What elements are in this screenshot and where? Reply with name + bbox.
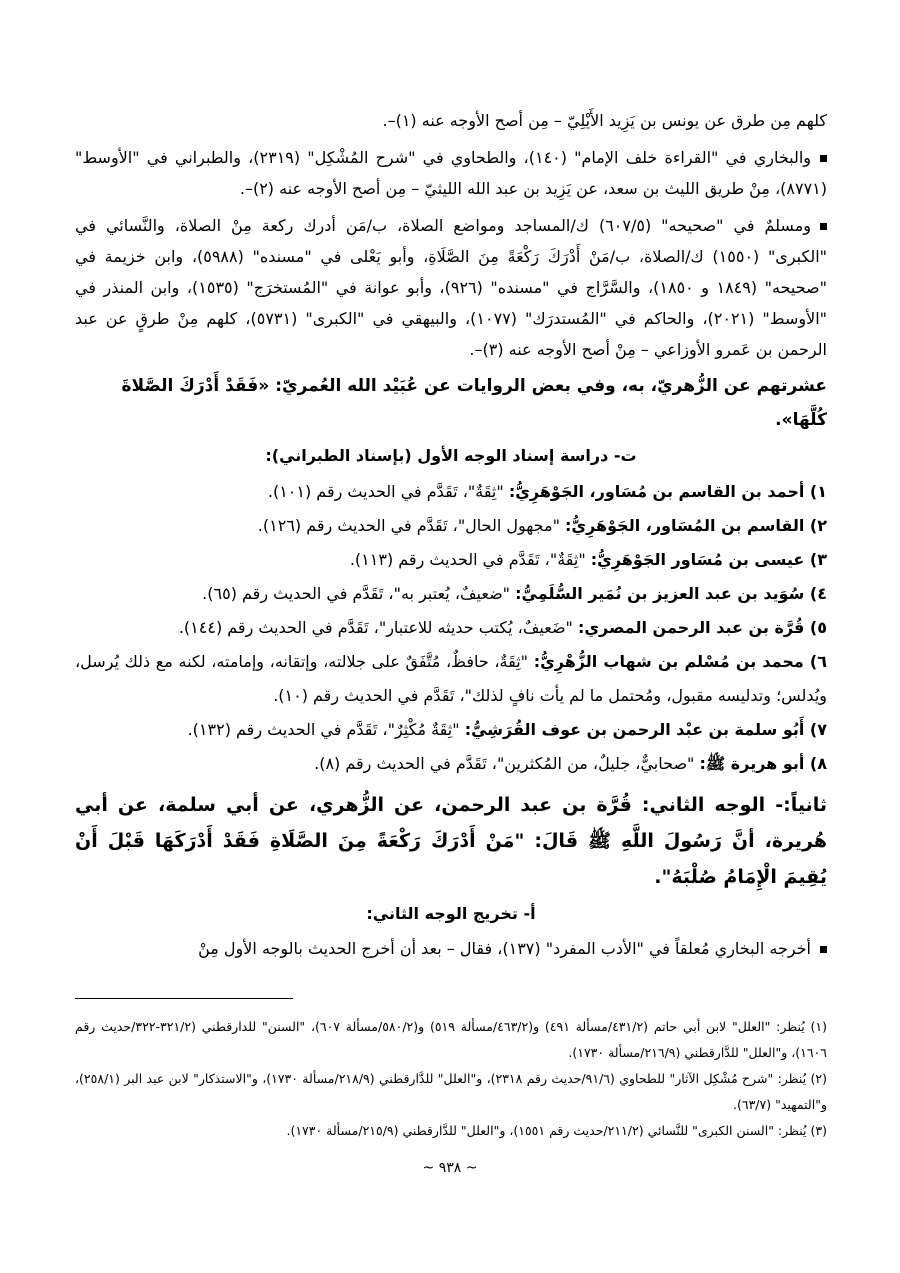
footnote-item: (٣) يُنظر: "السنن الكبرى" للنَّسائي (٢١١/٢/حديث رقم ١٥٥١)، و"العلل" للدَّارقطني (٢١٥/٩/مسألة ١٧٣٠). [286, 1123, 827, 1138]
narrator-name: ٨) أبو هريرة ﷺ: [699, 754, 827, 773]
intro-line: كلهم مِن طرق عن يونس بن يَزِيد الأَيْلِيّ – مِن أصح الأوجه عنه (١)–. [382, 111, 827, 130]
narrator-name: ٥) قُرَّة بن عبد الرحمن المصري: [577, 618, 827, 637]
second-aspect-heading: ثانياً:- الوجه الثاني: قُرَّة بن عبد الرحمن، عن الزُّهري، عن أبي سلمة، عن أبي هُريرة، أنَّ رَسُولَ اللَّهِ ﷺ قَالَ: "مَنْ أَدْرَكَ رَكْعَةً مِنَ الصَّلَاةِ فَقَدْ أَدْرَكَهَا قَبْلَ أَنْ يُقِيمَ الْإِمَامُ صُلْبَهُ". [75, 794, 827, 888]
summary-line: عشرتهم عن الزُّهريّ، به، وفي بعض الروايات عن عُبَيْد الله العُمريّ: «فَقَدْ أَدْرَكَ الصَّلاةَ كُلَّهَا». [121, 376, 827, 430]
narrator-text: "ضعيفٌ، يُعتبر به"، تَقَدَّم في الحديث رقم (٦٥). [202, 584, 511, 603]
narrator-item [75, 645, 827, 713]
narrator-item [75, 509, 827, 543]
narrator-text: "صحابيٌّ، جليلٌ، من المُكثرين"، تَقَدَّم في الحديث رقم (٨). [314, 754, 695, 773]
narrator-item [75, 543, 827, 577]
section-heading: ت- دراسة إسناد الوجه الأول (بإسناد الطبراني): [265, 446, 637, 465]
page-number: ~ ٩٣٨ ~ [422, 1160, 478, 1176]
narrator-text: "ضَعيفٌ، يُكتب حديثه للاعتبار"، تَقَدَّم في الحديث رقم (١٤٤). [178, 618, 573, 637]
narrator-text: "ثِقَةٌ، حافظٌ، مُتَّفَقٌ على جلالته، وإتقانه، وإمامته، لكنه مع ذلك يُرسل، ويُدلس؛ وتدليسه مقبول، ومُحتمل ما لم يأت نافٍ لذلك"، تَقَدَّم في الحديث رقم (١٠). [75, 652, 827, 705]
narrator-text: "ثِقَةٌ"، تَقَدَّم في الحديث رقم (١١٣). [349, 550, 586, 569]
footnote-item: (٢) يُنظر: "شرح مُشْكِل الآثار" للطحاوي (٩١/٦/حديث رقم ٢٣١٨)، و"العلل" للدَّارقطني (٢١٨/٩/مسألة ١٧٣٠)، و"الاستذكار" لابن عبد البر (٢٥٨/١)، و"التمهيد" (٦٣/٧). [75, 1071, 828, 1112]
bullet-item [75, 933, 827, 964]
narrator-item [75, 747, 827, 781]
footnotes [75, 1014, 827, 1144]
bullet-text: والبخاري في "القراءة خلف الإمام" (١٤٠)، والطحاوي في "شرح المُشْكِل" (٢٣١٩)، والطبراني في "الأوسط" (٨٧٧١)، مِنْ طريق الليث بن سعد، عن يَزِيد بن عبد الله الليثيّ – مِن أصح الأوجه عنه (٢)–. [75, 148, 827, 198]
bullet-square-icon [820, 155, 827, 162]
narrator-name: ٧) أَبُو سلمة بن عبْد الرحمن بن عوف القُرَشِيُّ: [464, 720, 827, 739]
narrator-item [75, 577, 827, 611]
narrator-item [75, 713, 827, 747]
bullet-square-icon [820, 223, 827, 230]
bullet-square-icon [820, 946, 827, 953]
narrator-name: ٦) محمد بن مُسْلم بن شهاب الزُّهْرِيُّ: [533, 652, 828, 671]
narrator-name: ٣) عيسى بن مُسَاور الجَوْهَرِيُّ: [590, 550, 827, 569]
narrator-text: "ثِقَةٌ مُكْثِرٌ"، تَقَدَّم في الحديث رقم (١٣٢). [187, 720, 460, 739]
main-text [75, 105, 827, 964]
sub-heading: أ- تخريج الوجه الثاني: [366, 904, 536, 923]
narrator-name: ٤) سُوَيد بن عبد العزيز بن نُمَير السُّلَمِيُّ: [515, 584, 827, 603]
bullet-text: ومسلمٌ في "صحيحه" (٦٠٧/٥) ك/المساجد ومواضع الصلاة، ب/مَن أدرك ركعة مِنْ الصلاة، والنَّسائي في "الكبرى" (١٥٥٠) ك/الصلاة، ب/مَنْ أَدْرَكَ رَكْعَةً مِنَ الصَّلَاةِ، وأبو يَعْلى في "مسنده" (٥٩٨٨)، وابن خزيمة في "صحيحه" (١٨٤٩ و ١٨٥٠)، والسَّرَّاج في "مسنده" (٩٢٦)، وأبو عوانة في "المُستخرَج" (١٥٣٥)، وابن المنذر في "الأوسط" (٢٠٢١)، والحاكم في "المُستدرَك" (١٠٧٧)، والبيهقي في "الكبرى" (٥٧٣١)، كلهم مِنْ طرقٍ عن عبد الرحمن بن عَمرو الأوزاعي – مِنْ أصح الأوجه عنه (٣)–. [75, 216, 828, 359]
narrator-item [75, 475, 827, 509]
footnote-item: (١) يُنظر: "العلل" لابن أبي حاتم (٤٣١/٢/مسألة ٤٩١) و(٤٦٣/٢/مسألة ٥١٩) و(٥٨٠/٢/مسألة ٦٠٧)، "السنن" للدارقطني (٣٢١/٢-٣٢٢/حديث رقم ١٦٠٦)، و"العلل" للدَّارقطني (٢١٦/٩/مسألة ١٧٣٠). [75, 1019, 828, 1060]
bullet-item [75, 142, 827, 204]
narrator-name: ٢) القاسم بن المُسَاور، الجَوْهَرِيُّ: [565, 516, 827, 535]
narrator-text: "ثِقَةٌ"، تَقَدَّم في الحديث رقم (١٠١). [267, 482, 504, 501]
bullet-item [75, 210, 827, 365]
narrator-text: "مجهول الحال"، تَقَدَّم في الحديث رقم (١٢٦). [257, 516, 560, 535]
bullet-text: أخرجه البخاري مُعلقاً في "الأدب المفرد" (١٣٧)، فقال – بعد أن أخرج الحديث بالوجه الأول مِنْ [198, 939, 811, 958]
narrator-name: ١) أحمد بن القاسم بن مُسَاور، الجَوْهَرِيُّ: [508, 482, 827, 501]
narrator-item [75, 611, 827, 645]
footnote-divider [75, 998, 293, 999]
